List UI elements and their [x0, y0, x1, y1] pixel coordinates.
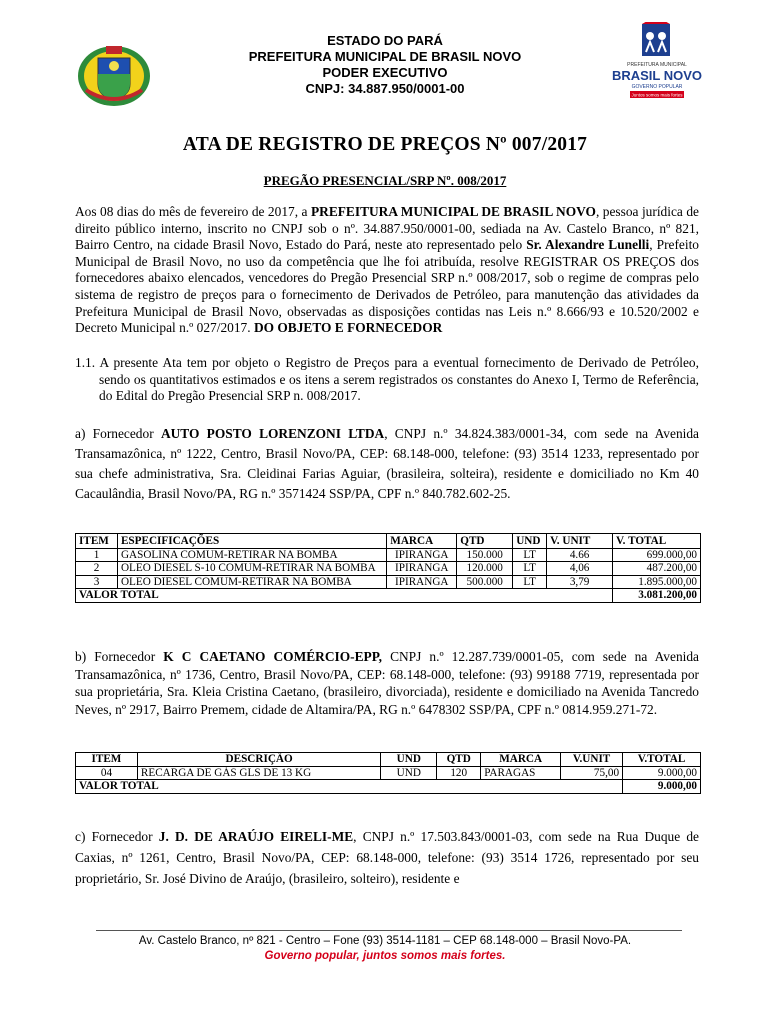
logo-top-text: PREFEITURA MUNICIPAL	[627, 62, 687, 68]
header-total-value: V. TOTAL	[613, 534, 701, 549]
header-item: ITEM	[76, 534, 118, 549]
cell-spec: OLEO DIESEL S-10 COMUM-RETIRAR NA BOMBA	[117, 562, 386, 576]
cell-brand: IPIRANGA	[387, 575, 457, 589]
supplier-c-paragraph	[75, 826, 699, 889]
cell-unit-value: 4,06	[547, 562, 613, 576]
brasil-novo-logo-icon	[612, 22, 702, 104]
header-qty: QTD	[457, 534, 513, 549]
total-label: VALOR TOTAL	[76, 589, 613, 603]
clause-1-1	[75, 355, 699, 405]
cell-unit-value: 3,79	[547, 575, 613, 589]
cell-brand: PARAGAS	[481, 766, 561, 780]
cell-qty: 150.000	[457, 548, 513, 562]
cell-spec: GASOLINA COMUM-RETIRAR NA BOMBA	[117, 548, 386, 562]
intro-bold-prefecture: PREFEITURA MUNICIPAL DE BRASIL NOVO	[310, 204, 596, 219]
total-value: 3.081.200,00	[613, 589, 701, 603]
supplier-a-prefix: a) Fornecedor	[75, 426, 161, 441]
supplier-b-paragraph	[75, 648, 699, 718]
cell-unit: LT	[513, 562, 547, 576]
header-unit-value: V.UNIT	[561, 753, 623, 767]
cell-item: 2	[76, 562, 118, 576]
power-name: PODER EXECUTIVO	[322, 65, 448, 80]
cell-qty: 120.000	[457, 562, 513, 576]
prefecture-name: PREFEITURA MUNICIPAL DE BRASIL NOVO	[248, 49, 522, 64]
footer-address: Av. Castelo Branco, nº 821 - Centro – Fone (93) 3514-1181 – CEP 68.148-000 – Brasil Novo-PA.	[138, 935, 632, 947]
header-unit: UND	[381, 753, 437, 767]
table-total-row	[76, 780, 701, 794]
cell-unit: LT	[513, 548, 547, 562]
supplier-c-name: J. D. DE ARAÚJO EIRELI-ME	[158, 829, 354, 844]
header-qty: QTD	[437, 753, 481, 767]
logo-tagline-text: Juntos somos mais fortes	[631, 92, 683, 98]
header-unit-value: V. UNIT	[547, 534, 613, 549]
header-total-value: V.TOTAL	[623, 753, 701, 767]
cell-spec: OLEO DIESEL COMUM-RETIRAR NA BOMBA	[117, 575, 386, 589]
cell-item: 1	[76, 548, 118, 562]
cell-total-value: 487.200,00	[613, 562, 701, 576]
cell-item: 04	[76, 766, 138, 780]
clause-number: 1.1.	[75, 355, 100, 370]
supplier-a-table	[75, 533, 701, 603]
cell-brand: IPIRANGA	[387, 548, 457, 562]
cell-qty: 120	[437, 766, 481, 780]
cell-item: 3	[76, 575, 118, 589]
supplier-b-name: K C CAETANO COMÉRCIO-EPP,	[163, 649, 383, 664]
coat-of-arms-icon	[76, 40, 152, 108]
cell-unit: UND	[381, 766, 437, 780]
header-brand: MARCA	[481, 753, 561, 767]
footer-slogan: Governo popular, juntos somos mais fortes.	[264, 950, 506, 962]
cell-total-value: 699.000,00	[613, 548, 701, 562]
supplier-a-name: AUTO POSTO LORENZONI LTDA	[160, 426, 385, 441]
header-spec: ESPECIFICAÇÕES	[117, 534, 386, 549]
cell-qty: 500.000	[457, 575, 513, 589]
cell-unit: LT	[513, 575, 547, 589]
supplier-a-details: , CNPJ n.º 34.824.383/0001-34, com sede na Avenida Transamazônica, nº 1222, Centro, Brasil Novo/PA, CEP: 68.148-000, telefone: (93) 3514 1233, representado por sua chefe administrativa, Sra. Cleidinai Farias Aguiar, (brasileira, solteira), residente e domiciliado no Km 40 Cacaulândia, Brasil Novo/PA, RG n.º 3571424 SSP/PA, CPF n.º 840.782.602-25.	[75, 426, 699, 501]
table-header-row	[76, 753, 701, 767]
logo-name-text: BRASIL NOVO	[612, 68, 702, 83]
supplier-c-prefix: c) Fornecedor	[75, 829, 159, 844]
table-row	[76, 766, 701, 780]
cell-total-value: 9.000,00	[623, 766, 701, 780]
header-description: DESCRIÇÃO	[137, 753, 380, 767]
header-unit: UND	[513, 534, 547, 549]
total-value: 9.000,00	[623, 780, 701, 794]
clause-text: A presente Ata tem por objeto o Registro de Preços para a eventual fornecimento de Derivado de Petróleo, sendo os quantitativos estimados e os itens a serem registrados os constantes do Anexo I, Termo de Referência, do Edital do Pregão Presencial SRP n. 008/2017.	[99, 355, 699, 404]
intro-text-3: , Prefeito Municipal de Brasil Novo, no uso da competência que lhe foi atribuída, resolve REGISTRAR OS PREÇOS dos fornecedores abaixo elencados, vencedores do Pregão Presencial SRP n.º 008/2017, sob o regime de compras pelo sistema de registro de preços para o fornecimento de Derivados de Petróleo, para manutenção das atividades da Prefeitura Municipal de Brasil Novo, observadas as disposições contidas nas Leis n.º 8.666/93 e 10.520/2002 e Decreto Municipal n.º 027/2017.	[75, 237, 700, 336]
supplier-a-paragraph	[75, 424, 699, 504]
supplier-b-prefix: b) Fornecedor	[75, 649, 164, 664]
intro-text-1: Aos 08 dias do mês de fevereiro de 2017, a	[75, 204, 311, 219]
intro-text-2: , pessoa jurídica de direito público interno, inscrito no CNPJ sob o nº. 34.887.950/0001-00, sediada na Av. Castelo Branco, nº 821, Bairro Centro, na cidade Brasil Novo, Estado do Pará, neste ato representado pelo	[75, 204, 699, 253]
cell-description: RECARGA DE GÁS GLS DE 13 KG	[137, 766, 380, 780]
table-row	[76, 575, 701, 589]
table-total-row	[76, 589, 701, 603]
header-brand: MARCA	[387, 534, 457, 549]
table-header-row	[76, 534, 701, 549]
cnpj-line: CNPJ: 34.887.950/0001-00	[305, 81, 465, 96]
cell-brand: IPIRANGA	[387, 562, 457, 576]
table-row	[76, 562, 701, 576]
supplier-c-details: , CNPJ n.º 17.503.843/0001-03, com sede na Rua Duque de Caxias, nº 1261, Centro, Brasil Novo/PA, CEP: 68.148-000, telefone: (93) 3514 1726, representado por seu proprietário, Sr. José Divino de Araújo, (brasileiro, solteiro), residente e	[75, 829, 699, 886]
supplier-b-table	[75, 752, 701, 794]
intro-bold-mayor: Sr. Alexandre Lunelli	[526, 237, 650, 253]
footer-divider	[96, 930, 682, 931]
header-item: ITEM	[76, 753, 138, 767]
document-subtitle: PREGÃO PRESENCIAL/SRP Nº. 008/2017	[263, 173, 507, 188]
intro-paragraph	[75, 204, 699, 337]
supplier-b-details: CNPJ n.º 12.287.739/0001-05, com sede na Avenida Transamazônica, nº 1736, Centro, Brasil Novo/PA, CEP: 68.148-000, telefone: (93) 99188 7719, representada por sua proprietária, Sra. Kleia Cristina Caetano, (brasileiro, divorciada), residente e domiciliado na Avenida Tancredo Neves, nº 2917, Bairro Premem, cidade de Altamira/PA, RG n.º 6478302 SSP/PA, CPF n.º 0814.959.271-72.	[75, 649, 699, 717]
section-heading-object: DO OBJETO E FORNECEDOR	[253, 320, 443, 336]
table-row	[76, 548, 701, 562]
logo-sub-text: GOVERNO POPULAR	[631, 84, 683, 90]
document-title: ATA DE REGISTRO DE PREÇOS Nº 007/2017	[182, 134, 588, 155]
letterhead	[190, 33, 580, 97]
cell-unit-value: 75,00	[561, 766, 623, 780]
state-name: ESTADO DO PARÁ	[327, 33, 443, 48]
cell-unit-value: 4.66	[547, 548, 613, 562]
total-label: VALOR TOTAL	[76, 780, 623, 794]
cell-total-value: 1.895.000,00	[613, 575, 701, 589]
